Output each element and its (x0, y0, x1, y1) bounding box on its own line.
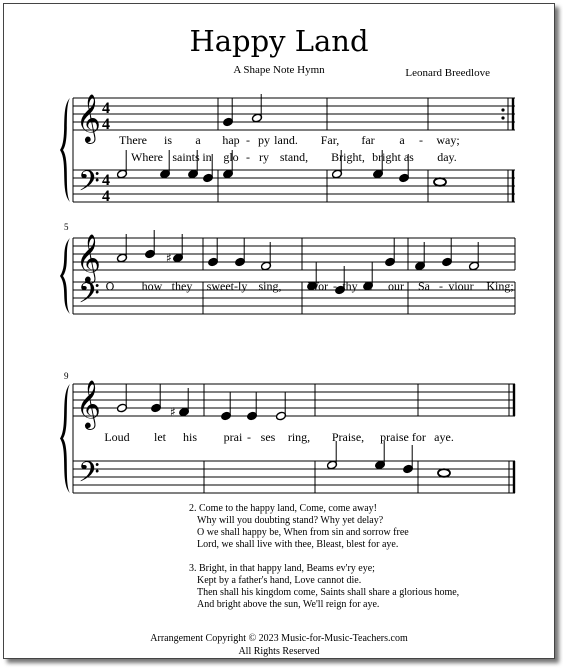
bass-clef-icon: 𝄢 (78, 165, 100, 205)
lyric-syllable: King; (486, 279, 514, 293)
treble-clef-icon: 𝄞 (76, 233, 101, 282)
lyric-syllable: land. (274, 133, 298, 147)
lyric-syllable: his (182, 430, 198, 444)
grand-staff-brace (60, 384, 70, 493)
lyric-syllable: ry (259, 150, 269, 164)
lyric-syllable: ring, (287, 430, 311, 444)
lyric-syllable: Loud (104, 430, 130, 444)
verse-line: Why will you doubting stand? Why yet delay? (197, 515, 384, 526)
lyric-syllable: Where (131, 150, 163, 164)
lyric-syllable: they (171, 279, 193, 293)
treble-clef-icon: 𝄞 (76, 379, 101, 428)
composer-name: Leonard Breedlove (405, 67, 490, 79)
grand-staff-brace (60, 98, 70, 202)
lyric-syllable: prai (223, 430, 243, 444)
measure-number: 9 (64, 371, 69, 381)
score-systems (60, 93, 515, 496)
lyric-syllable: let (154, 430, 166, 444)
lyric-syllable: glo (223, 150, 239, 164)
lyric-syllable: stand, (279, 150, 309, 164)
lyric-syllable: - (246, 133, 250, 147)
lyric-syllable: - (247, 430, 251, 444)
time-signature-bottom: 4 (102, 188, 110, 205)
lyric-syllable: viour (448, 279, 474, 293)
lyric-syllable: Wor (307, 279, 329, 293)
lyric-syllable: aye. (434, 430, 454, 444)
grand-staff-brace (60, 238, 70, 314)
verse-line: Then shall his kingdom come, Saints shall share a glorious home, (197, 587, 460, 598)
treble-clef-icon: 𝄞 (76, 93, 101, 142)
verse-line: 2. Come to the happy land, Come, come away! (189, 503, 378, 514)
copyright-line: Arrangement Copyright © 2023 Music-for-Music-Teachers.com (150, 633, 408, 644)
lyric-syllable: - (419, 133, 423, 147)
verse-line: Lord, we shall live with thee, Bleast, blest for aye. (197, 539, 399, 550)
verse-line: Kept by a father's hand, Love cannot die. (197, 575, 362, 586)
lyric-syllable: day. (437, 150, 457, 164)
lyric-syllable: - (439, 279, 443, 293)
verse-line: 3. Bright, in that happy land, Beams ev'ry eye; (189, 563, 375, 574)
copyright-footer (4, 632, 554, 658)
lyric-syllable: praise for (380, 430, 426, 444)
lyric-syllable: thy (342, 279, 358, 293)
whole-note (438, 469, 450, 477)
lyric-syllable: saints (172, 150, 200, 164)
verse-line: And bright above the sun, We'll reign for aye. (197, 599, 380, 610)
lyric-syllable: ses (260, 430, 276, 444)
bass-clef-icon: 𝄢 (78, 277, 100, 317)
time-signature-top: 4 (102, 172, 110, 189)
time-signature-top: 4 (102, 100, 110, 117)
lyric-syllable: Praise, (331, 430, 365, 444)
lyric-syllable: is (163, 133, 173, 147)
lyric-syllable: sing, (258, 279, 282, 293)
rights-line: All Rights Reserved (238, 646, 320, 657)
lyric-syllable: Far, (320, 133, 340, 147)
lyric-syllable: Bright, (331, 150, 365, 164)
repeat-dot (501, 116, 504, 119)
verse-line: O we shall happy be, When from sin and sorrow free (197, 527, 409, 538)
lyric-syllable: - (246, 150, 250, 164)
lyric-syllable: a (399, 133, 405, 147)
lyric-syllable: O (105, 279, 115, 293)
sharp-icon: ♯ (170, 405, 176, 419)
measure-number: 5 (64, 222, 69, 232)
lyric-syllable: - (333, 279, 337, 293)
repeat-dot (501, 108, 504, 111)
additional-verses (189, 503, 459, 611)
lyric-syllable: far (361, 133, 375, 147)
lyric-syllable: Sa (418, 279, 430, 293)
lyric-syllable: our (388, 279, 404, 293)
bass-clef-icon: 𝄢 (78, 456, 100, 496)
song-subtitle: A Shape Note Hymn (233, 64, 325, 76)
lyric-syllable: bright as (372, 150, 414, 164)
lyric-syllable: hap (222, 133, 240, 147)
lyric-syllable: how (141, 279, 163, 293)
time-signature-bottom: 4 (102, 116, 110, 133)
lyric-syllable: sweet-ly (206, 279, 248, 293)
song-title: Happy Land (189, 24, 369, 58)
lyric-syllable: py (258, 133, 270, 147)
whole-note (434, 178, 446, 186)
lyric-syllable: is (363, 279, 373, 293)
lyric-syllable: way; (436, 133, 460, 147)
lyric-syllable: in (202, 150, 212, 164)
lyric-syllable: a (195, 133, 201, 147)
sheet-page (3, 3, 555, 659)
lyric-syllable: There (119, 133, 147, 147)
sharp-icon: ♯ (166, 251, 172, 265)
